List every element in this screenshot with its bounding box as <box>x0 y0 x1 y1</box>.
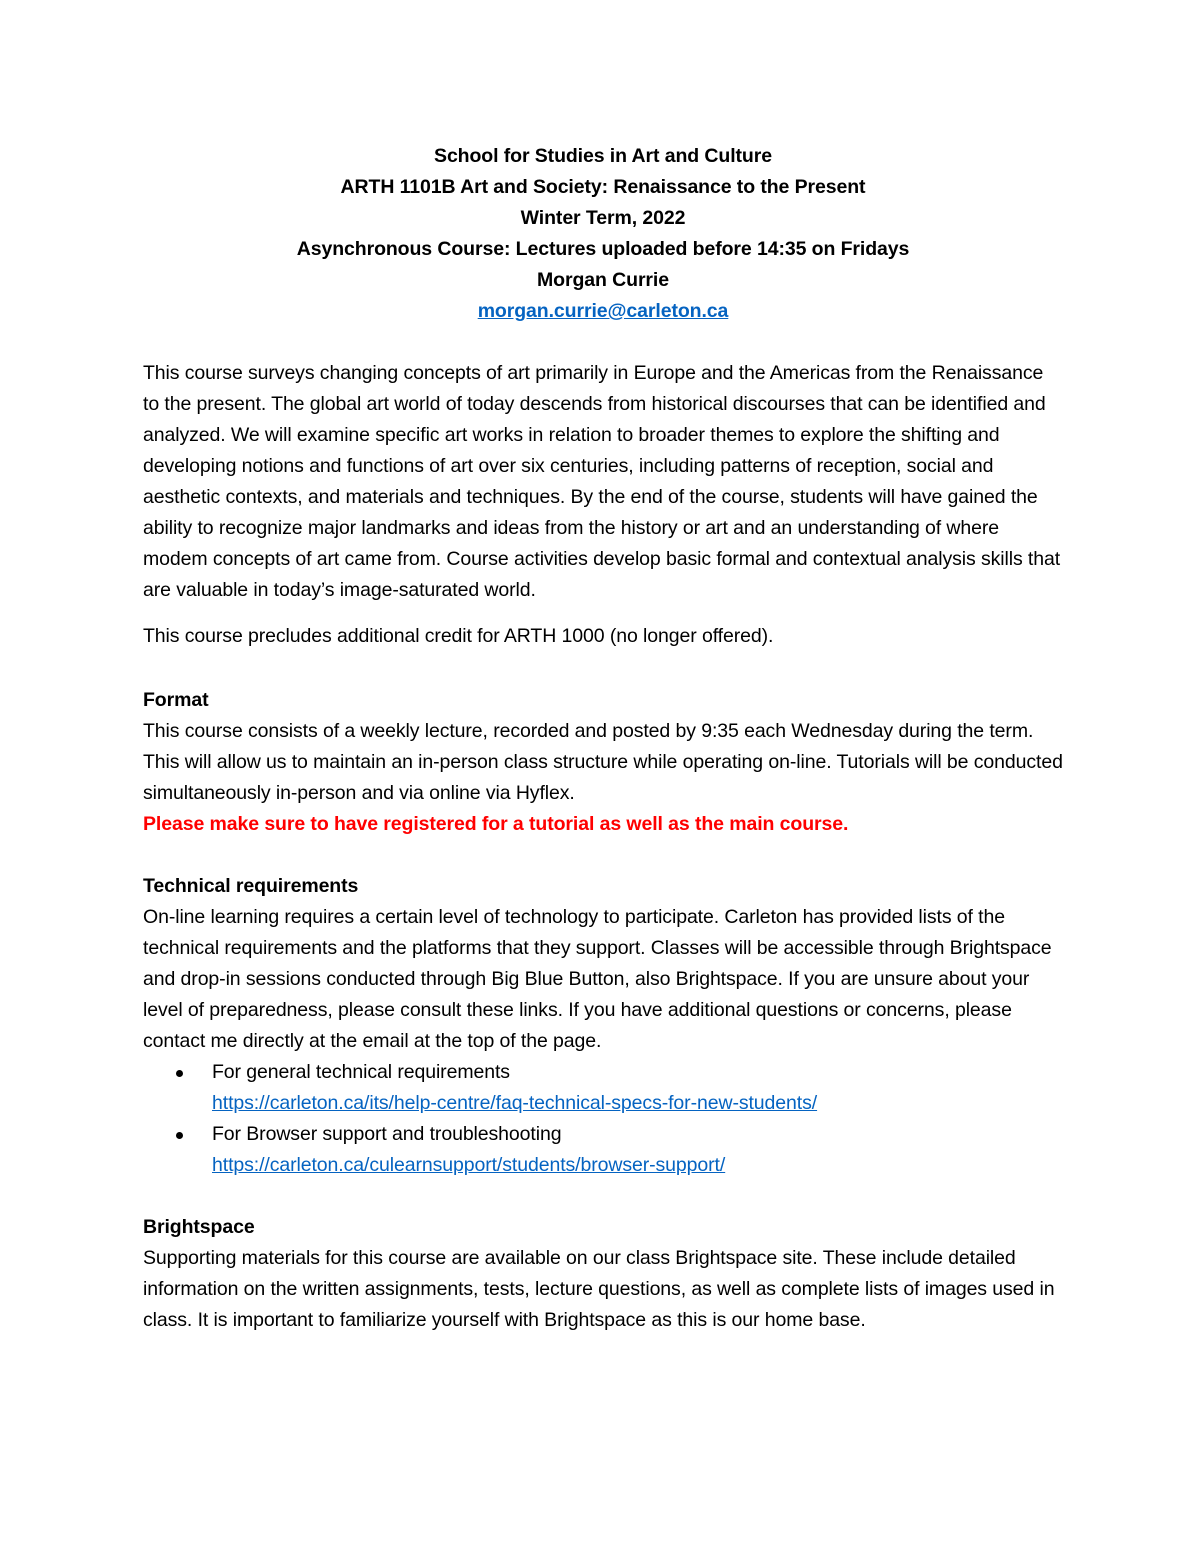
course-description: This course surveys changing concepts of art primarily in Europe and the Americas from the Renaissance to the present. The global art world of today descends from historical discourses that can be identified and analyzed. We will examine specific art works in relation to broader themes to explore the shifting and developing notions and functions of art over six centuries, including patterns of reception, social and aesthetic contexts, and materials and techniques. By the end of the course, students will have gained the ability to recognize major landmarks and ideas from the history or art and an understanding of where modem concepts of art came from. Course activities develop basic formal and contextual analysis skills that are valuable in today’s image-saturated world. <box>143 362 1061 601</box>
tutorial-warning: Please make sure to have registered for a tutorial as well as the main course. <box>143 813 849 835</box>
technical-links-list <box>143 1057 1063 1181</box>
term: Winter Term, 2022 <box>520 207 686 229</box>
bullet-icon <box>176 1070 183 1077</box>
technical-specs-link[interactable]: https://carleton.ca/its/help-centre/faq-technical-specs-for-new-students/ <box>212 1092 818 1114</box>
brightspace-section <box>143 1212 1063 1336</box>
technical-heading: Technical requirements <box>143 875 359 897</box>
precludes-note: This course precludes additional credit for ARTH 1000 (no longer offered). <box>143 625 774 647</box>
brightspace-body: Supporting materials for this course are available on our class Brightspace site. These include detailed information on the written assignments, tests, lecture questions, as well as complete lists of images used in class. It is important to familiarize yourself with Brightspace as this is our home base. <box>143 1247 1055 1331</box>
instructor-email-link[interactable]: morgan.currie@carleton.ca <box>477 300 729 322</box>
technical-body: On-line learning requires a certain level of technology to participate. Carleton has provided lists of the technical requirements and the platforms that they support. Classes will be accessible through Brightspace and drop-in sessions conducted through Big Blue Button, also Brightspace. If you are unsure about your level of preparedness, please consult these links. If you have additional questions or concerns, please contact me directly at the email at the top of the page. <box>143 906 1052 1052</box>
delivery-note: Asynchronous Course: Lectures uploaded before 14:35 on Fridays <box>296 238 910 260</box>
list-item <box>143 1057 1063 1119</box>
brightspace-heading: Brightspace <box>143 1216 255 1238</box>
format-body: This course consists of a weekly lecture, recorded and posted by 9:35 each Wednesday during the term. This will allow us to maintain an in-person class structure while operating on-line. Tutorials will be conducted simultaneously in-person and via online via Hyflex. <box>143 720 1063 804</box>
link-label: For Browser support and troubleshooting <box>212 1123 562 1145</box>
link-label: For general technical requirements <box>212 1061 510 1083</box>
instructor-name: Morgan Currie <box>537 269 669 291</box>
format-section <box>143 685 1063 840</box>
browser-support-link[interactable]: https://carleton.ca/culearnsupport/students/browser-support/ <box>212 1154 726 1176</box>
course-title: ARTH 1101B Art and Society: Renaissance to the Present <box>340 176 866 198</box>
technical-section <box>143 871 1063 1181</box>
school-name: School for Studies in Art and Culture <box>434 145 772 167</box>
format-heading: Format <box>143 689 209 711</box>
course-header <box>143 141 1063 327</box>
bullet-icon <box>176 1132 183 1139</box>
list-item <box>143 1119 1063 1181</box>
document-content <box>143 141 1063 1336</box>
